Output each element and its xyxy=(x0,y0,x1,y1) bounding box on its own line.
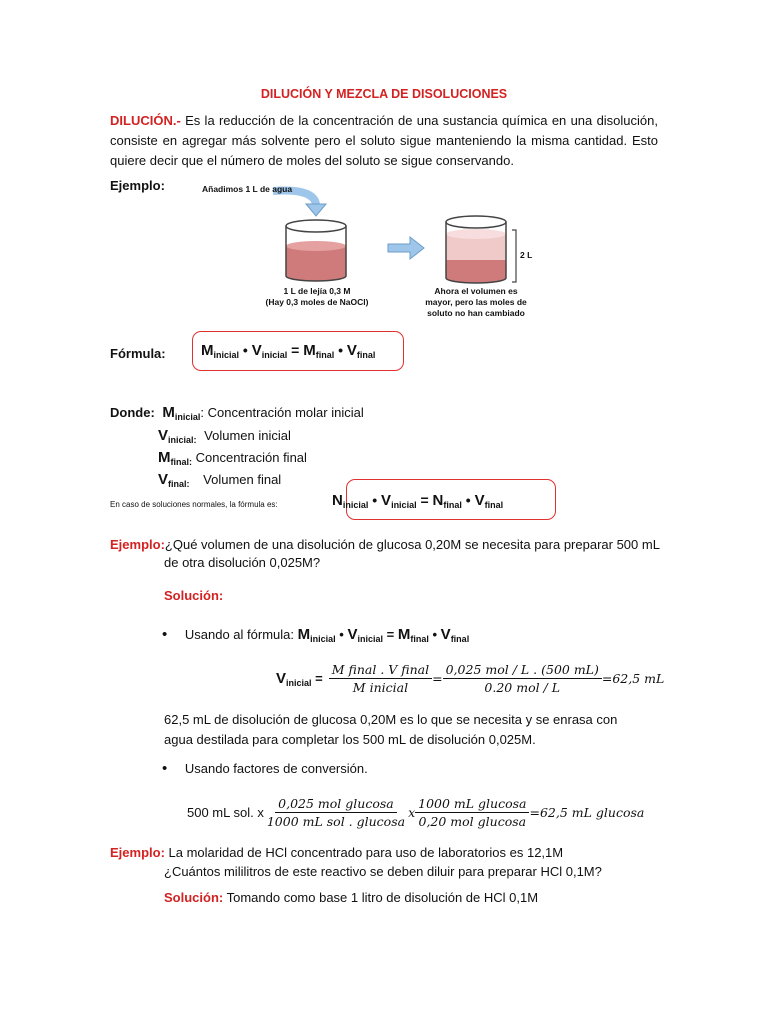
dilution-formula: $M_{inicial}$ • $V_{inicial} = M_{final}$ • $V_{final}$ xyxy=(201,342,376,360)
example-1-question: Ejemplo:¿Qué volumen de una disolución de glucosa 0,20M se necesita para preparar 500 mL xyxy=(110,537,660,552)
solution-label-2: Solución: xyxy=(164,890,224,905)
left-caption xyxy=(252,286,382,308)
formula-label: Fórmula: xyxy=(110,346,166,361)
normal-formula: $N_{inicial}$ • $V_{inicial} = N_{final}$ • $V_{final}$ xyxy=(332,492,504,510)
right-caption-line-1: Ahora el volumen es xyxy=(434,286,518,296)
example-label: Ejemplo: xyxy=(110,178,165,193)
bullet-icon: • xyxy=(162,760,168,777)
right-caption-line-3: soluto no han cambiado xyxy=(427,308,525,318)
page-title: DILUCIÓN Y MEZCLA DE DISOLUCIONES xyxy=(260,87,508,101)
definition-v-final: $V_{final:}$ Volumen final xyxy=(158,471,282,489)
right-arrow-icon xyxy=(388,237,424,259)
donde-label: Donde: xyxy=(110,405,155,420)
example-1-label: Ejemplo: xyxy=(110,537,165,552)
volume-label: 2 L xyxy=(520,250,533,260)
intro-line-2: consiste en agregar más solvente pero el soluto sigue manteniendo la misma cantidad. Esto xyxy=(110,133,658,148)
conversion-fraction-1: $\frac{\text{0,025 mol glucosa}}{\text{1000 mL sol . glucosa}}$ xyxy=(266,796,406,829)
conclusion-line-2: agua destilada para completar los 500 mL de disolución 0,025M. xyxy=(164,732,536,747)
intro-line-3: quiere decir que el número de moles del soluto se sigue conservando. xyxy=(110,153,514,168)
fraction-formula: $\frac{\text{M final . V final}}{\text{M inicial}}$ xyxy=(329,662,432,695)
example-2-question-line-2: ¿Cuántos mililitros de este reactivo se deben diluir para preparar HCl 0,1M? xyxy=(164,864,602,879)
definition-m-inicial: Donde: $M_{inicial}$: Concentración molar inicial xyxy=(110,404,364,422)
conversion-equation: 500 mL sol. x $\frac{\text{0,025 mol glucosa}}{\text{1000 mL sol . glucosa}}$ x $\frac{\text{1000 mL glucosa}}{\text{0,20 mol glucosa}}$ =62,5 mL glucosa xyxy=(187,796,645,829)
bullet-icon: • xyxy=(162,626,168,643)
left-caption-line-2: (Hay 0,3 moles de NaOCl) xyxy=(265,297,369,307)
normal-solutions-note: En caso de soluciones normales, la fórmula es: xyxy=(110,500,278,509)
left-beaker xyxy=(286,220,346,281)
example-1-question-line-2: de otra disolución 0,025M? xyxy=(164,555,321,570)
conclusion-paragraph xyxy=(164,710,617,750)
example-2-solution: Solución: Tomando como base 1 litro de disolución de HCl 0,1M xyxy=(164,890,539,905)
intro-line-1: Es la reducción de la concentración de una sustancia química en una disolución, xyxy=(185,113,658,128)
right-caption xyxy=(406,286,546,319)
add-water-caption: Añadimos 1 L de agua xyxy=(202,184,293,194)
bullet-conversion-method: • Usando factores de conversión. xyxy=(162,760,368,777)
conclusion-line-1: 62,5 mL de disolución de glucosa 0,20M es lo que se necesita y se enrasa con xyxy=(164,712,618,727)
solution-label-1: Solución: xyxy=(164,588,224,603)
volume-bracket xyxy=(512,230,516,282)
example-2-question: Ejemplo: La molaridad de HCl concentrado para uso de laboratorios es 12,1M xyxy=(110,845,564,860)
right-caption-line-2: mayor, pero las moles de xyxy=(425,297,527,307)
dilution-figure xyxy=(188,178,540,326)
example-2-label: Ejemplo: xyxy=(110,845,165,860)
left-caption-line-1: 1 L de lejía 0,3 M xyxy=(283,286,351,296)
fraction-values: $\frac{\text{0,025 mol / L . (500 mL)}}{\text{0.20 mol / L}}$ xyxy=(443,662,602,695)
definition-m-final: $M_{final:}$ Concentración final xyxy=(158,449,307,467)
bullet-formula-method: • Usando al fórmula: $M_{inicial}$ • $V_{inicial} = M_{final}$ • $V_{final}$ xyxy=(162,626,470,644)
intro-paragraph xyxy=(110,111,658,171)
conversion-fraction-2: $\frac{\text{1000 mL glucosa}}{\text{0,20 mol glucosa}}$ xyxy=(415,796,529,829)
v-inicial-equation: $V_{inicial}$ = $\frac{\text{M final . V final}}{\text{M inicial}}$ = $\frac{\text{0,025 mol / L . (500 mL)}}{\text{0.20 mol / L}}$ =62,5 mL xyxy=(276,662,665,695)
dilution-term: DILUCIÓN.- xyxy=(110,113,181,128)
right-beaker xyxy=(446,216,506,283)
definition-v-inicial: $V_{inicial:}$ Volumen inicial xyxy=(158,427,291,445)
